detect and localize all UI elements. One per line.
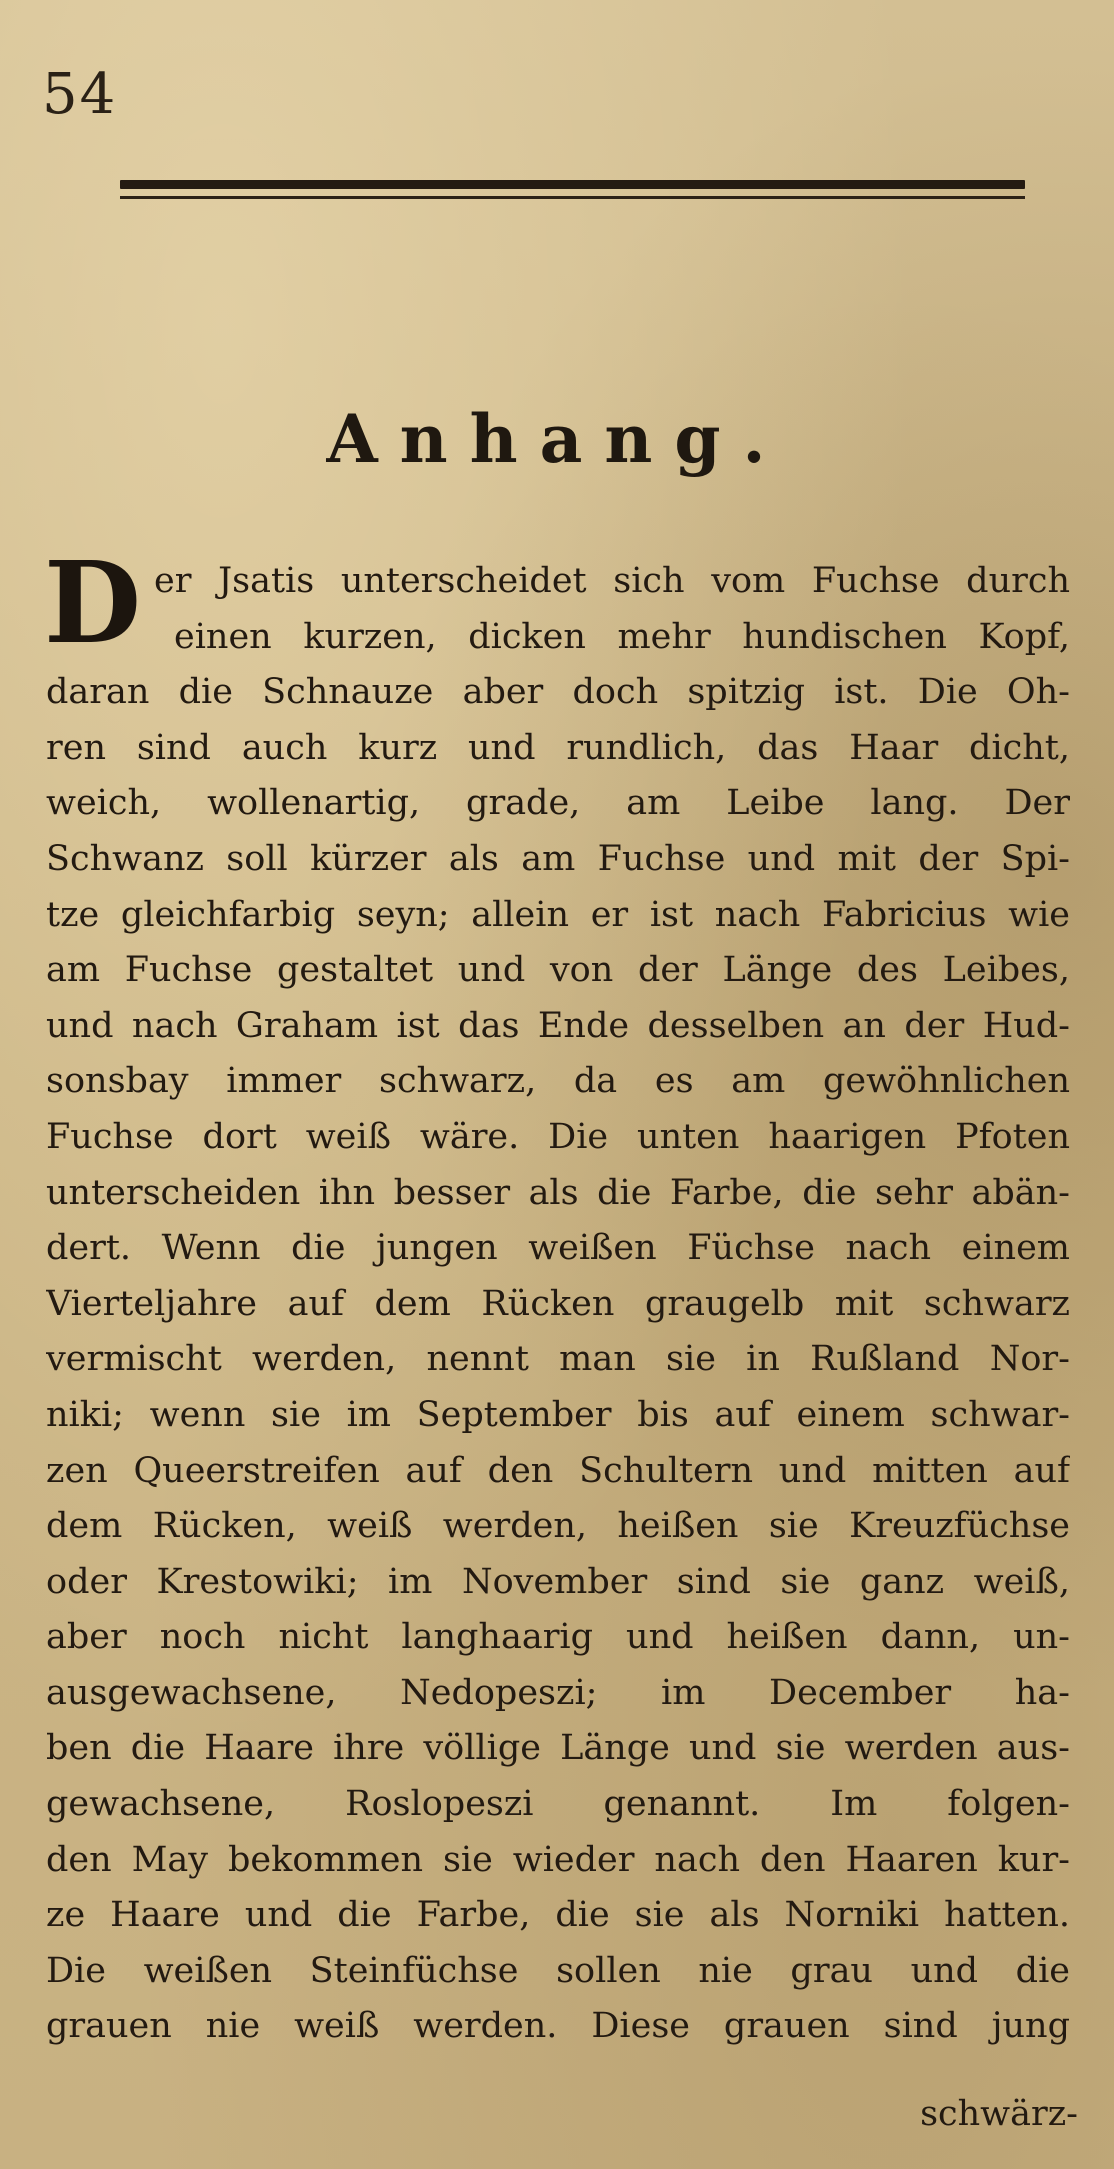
text-line: zen Queerstreifen auf den Schultern und mitten auf (46, 1450, 1070, 1491)
text-line: weich, wollenartig, grade, am Leibe lang. Der (46, 783, 1070, 824)
section-heading: Anhang. (326, 400, 788, 478)
text-line: am Fuchse gestaltet und von der Länge des Leibes, (46, 950, 1070, 991)
text-line: einen kurzen, dicken mehr hundischen Kopf, (174, 616, 1070, 657)
text-line: ze Haare und die Farbe, die sie als Norniki hatten. (46, 1895, 1070, 1936)
text-line: Die weißen Steinfüchse sollen nie grau und die (46, 1950, 1070, 1991)
page-number: 54 (42, 62, 118, 127)
text-line: tze gleichfarbig seyn; allein er ist nach Fabricius wie (46, 894, 1070, 935)
text-line: unterscheiden ihn besser als die Farbe, die sehr abän- (46, 1172, 1070, 1213)
text-line: niki; wenn sie im September bis auf einem schwar- (46, 1394, 1070, 1435)
text-line: er Jsatis unterscheidet sich vom Fuchse durch (154, 561, 1070, 601)
body-paragraph (46, 554, 1070, 2055)
text-line: aber noch nicht langhaarig und heißen dann, un- (46, 1617, 1070, 1658)
text-line: Schwanz soll kürzer als am Fuchse und mit der Spi- (46, 838, 1070, 879)
text-line: Fuchse dort weiß wäre. Die unten haarigen Pfoten (46, 1116, 1070, 1157)
text-line: und nach Graham ist das Ende desselben an der Hud- (46, 1005, 1070, 1046)
header-rule-thin (120, 196, 1025, 199)
drop-cap: D (44, 538, 142, 669)
text-line: den May bekommen sie wieder nach den Haaren kur- (46, 1839, 1070, 1880)
text-line: ben die Haare ihre völlige Länge und sie werden aus- (46, 1728, 1070, 1769)
text-line: Vierteljahre auf dem Rücken graugelb mit schwarz (46, 1283, 1070, 1324)
text-line: ren sind auch kurz und rundlich, das Haar dicht, (46, 727, 1070, 768)
text-line: daran die Schnauze aber doch spitzig ist. Die Oh- (46, 672, 1070, 713)
text-line: gewachsene, Roslopeszi genannt. Im folgen- (46, 1784, 1070, 1825)
text-line: dert. Wenn die jungen weißen Füchse nach einem (46, 1228, 1070, 1269)
text-line: oder Krestowiki; im November sind sie ganz weiß, (46, 1561, 1070, 1602)
text-line: grauen nie weiß werden. Diese grauen sind jung (46, 2006, 1070, 2047)
text-line: ausgewachsene, Nedopeszi; im December ha- (46, 1672, 1070, 1713)
text-line: dem Rücken, weiß werden, heißen sie Kreuzfüchse (46, 1506, 1070, 1547)
catchword: schwärz- (920, 2094, 1078, 2134)
text-line: vermischt werden, nennt man sie in Rußland Nor- (46, 1339, 1070, 1380)
text-line: sonsbay immer schwarz, da es am gewöhnlichen (46, 1061, 1070, 1102)
header-rule-thick (120, 180, 1025, 189)
